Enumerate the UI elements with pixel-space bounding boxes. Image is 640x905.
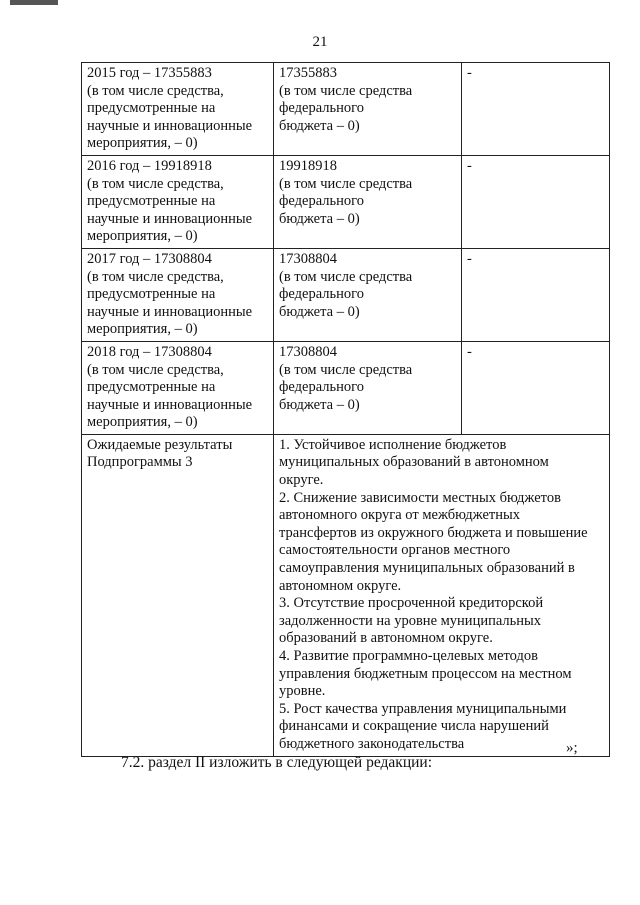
funding-other-cell: - [462,155,610,248]
table-row [82,248,610,341]
result-item: 1. Устойчивое исполнение бюджетов муниципальных образований в автономном округе. [279,436,549,489]
result-item: 4. Развитие программно-целевых методов управления бюджетным процессом на местном уровне. [279,648,572,700]
table-row [82,155,610,248]
result-item: 3. Отсутствие просроченной кредиторской задолженности на уровне муниципальных образований в автономном округе. [279,595,544,647]
page-number: 21 [312,34,328,50]
funding-year-cell: 2018 год – 17308804 (в том числе средства, предусмотренные на научные и инновационные мероприятия, – 0) [82,341,274,434]
funding-source-cell: 19918918 (в том числе средства федерального бюджета – 0) [274,155,462,248]
funding-other-cell: - [462,341,610,434]
result-item: 5. Рост качества управления муниципальными финансами и сокращение числа нарушений бюджетного законодательства [279,700,567,752]
funding-other-cell: - [462,63,610,156]
funding-source-cell: 17308804 (в том числе средства федерального бюджета – 0) [274,341,462,434]
amendment-instruction: 7.2. раздел II изложить в следующей редакции: [121,754,433,771]
funding-source-cell: 17308804 (в том числе средства федерального бюджета – 0) [274,248,462,341]
table-row [82,341,610,434]
funding-year-cell: 2017 год – 17308804 (в том числе средства, предусмотренные на научные и инновационные мероприятия, – 0) [82,248,274,341]
closing-quote: »; [566,740,578,756]
funding-year-cell: 2015 год – 17355883 (в том числе средства, предусмотренные на научные и инновационные мероприятия, – 0) [82,63,274,156]
corner-mark [10,0,58,5]
results-list [274,434,610,756]
results-label: Ожидаемые результаты Подпрограммы 3 [82,434,274,756]
table-row [82,63,610,156]
results-row [82,434,610,756]
funding-other-cell: - [462,248,610,341]
funding-source-cell: 17355883 (в том числе средства федерального бюджета – 0) [274,63,462,156]
result-item: 2. Снижение зависимости местных бюджетов автономного округа от межбюджетных трансфертов из окружного бюджета и повышение самостоятельности органов местного самоуправления муниципальных образований в автономном округе. [279,489,588,594]
subprogram-table [81,62,610,757]
funding-year-cell: 2016 год – 19918918 (в том числе средства, предусмотренные на научные и инновационные мероприятия, – 0) [82,155,274,248]
